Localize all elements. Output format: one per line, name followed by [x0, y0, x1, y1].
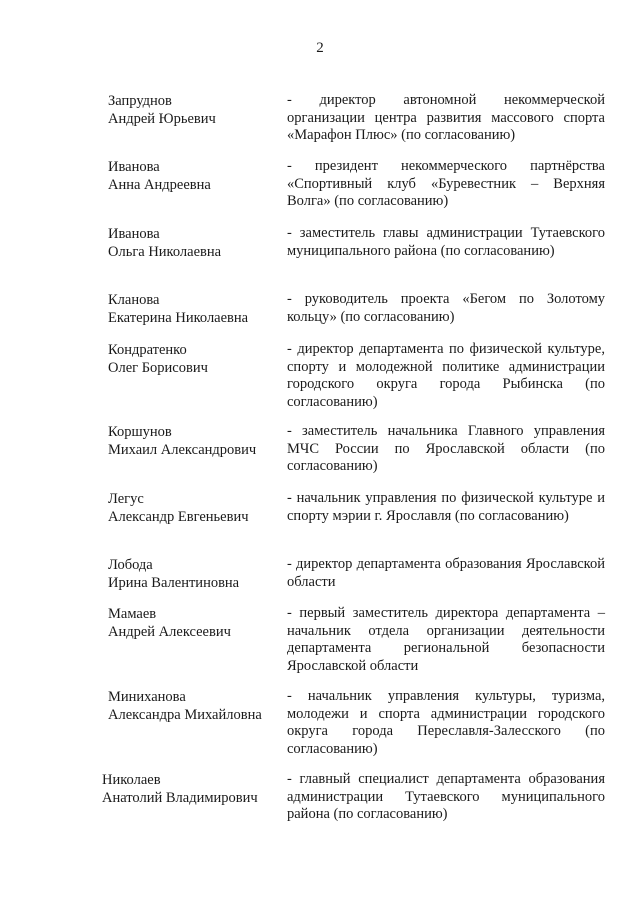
- page-number: 2: [316, 40, 324, 56]
- member-given-name: Анатолий Владимирович: [102, 790, 258, 806]
- member-name: [108, 688, 278, 724]
- member-given-name: Олег Борисович: [108, 360, 208, 376]
- member-given-name: Александра Михайловна: [108, 707, 262, 723]
- member-given-name: Андрей Юрьевич: [108, 111, 216, 127]
- member-surname: Миниханова: [108, 689, 186, 705]
- member-name: [108, 158, 278, 194]
- member-role: - директор департамента образования Ярославской области: [287, 556, 605, 590]
- member-name: [108, 605, 278, 641]
- member-name: [108, 92, 278, 128]
- member-role: - начальник управления культуры, туризма, молодежи и спорта администрации городского округа города Переславля-Залесского (по согласованию): [287, 688, 605, 757]
- member-role: - президент некоммерческого партнёрства «Спортивный клуб «Буревестник – Верхняя Волга» (по согласованию): [287, 158, 605, 209]
- member-role: - первый заместитель директора департамента – начальник отдела организации деятельности департамента региональной безопасности Ярославской области: [287, 605, 605, 674]
- member-given-name: Анна Андреевна: [108, 177, 211, 193]
- member-surname: Мамаев: [108, 606, 157, 622]
- member-role: - начальник управления по физической культуре и спорту мэрии г. Ярославля (по согласованию): [287, 490, 605, 524]
- member-given-name: Ирина Валентиновна: [108, 575, 240, 591]
- member-surname: Запруднов: [108, 93, 172, 109]
- member-surname: Иванова: [108, 159, 160, 175]
- member-surname: Легус: [108, 491, 144, 507]
- member-name: [108, 423, 278, 459]
- member-given-name: Екатерина Николаевна: [108, 310, 249, 326]
- member-surname: Кондратенко: [108, 342, 187, 358]
- member-surname: Кланова: [108, 292, 160, 308]
- member-given-name: Ольга Николаевна: [108, 244, 222, 260]
- member-role: - главный специалист департамента образования администрации Тутаевского муниципального района (по согласованию): [287, 771, 605, 822]
- member-role: - заместитель начальника Главного управления МЧС России по Ярославской области (по согласованию): [287, 423, 605, 474]
- member-role: - заместитель главы администрации Тутаевского муниципального района (по согласованию): [287, 225, 605, 259]
- member-given-name: Михаил Александрович: [108, 442, 257, 458]
- member-given-name: Андрей Алексеевич: [108, 624, 231, 640]
- member-given-name: Александр Евгеньевич: [108, 509, 249, 525]
- member-name: [108, 556, 278, 592]
- member-name: [108, 291, 278, 327]
- member-role: - директор автономной некоммерческой организации центра развития массового спорта «Марафон Плюс» (по согласованию): [287, 92, 605, 143]
- member-role: - директор департамента по физической культуре, спорту и молодежной политике администрации городского округа города Рыбинска (по согласованию): [287, 341, 605, 410]
- member-surname: Коршунов: [108, 424, 172, 440]
- member-surname: Иванова: [108, 226, 160, 242]
- member-surname: Лобода: [108, 557, 153, 573]
- member-name: [108, 225, 278, 261]
- member-name: [108, 341, 278, 377]
- member-surname: Николаев: [102, 772, 161, 788]
- member-role: - руководитель проекта «Бегом по Золотому кольцу» (по согласованию): [287, 291, 605, 325]
- member-name: [108, 490, 278, 526]
- member-name: [102, 771, 272, 807]
